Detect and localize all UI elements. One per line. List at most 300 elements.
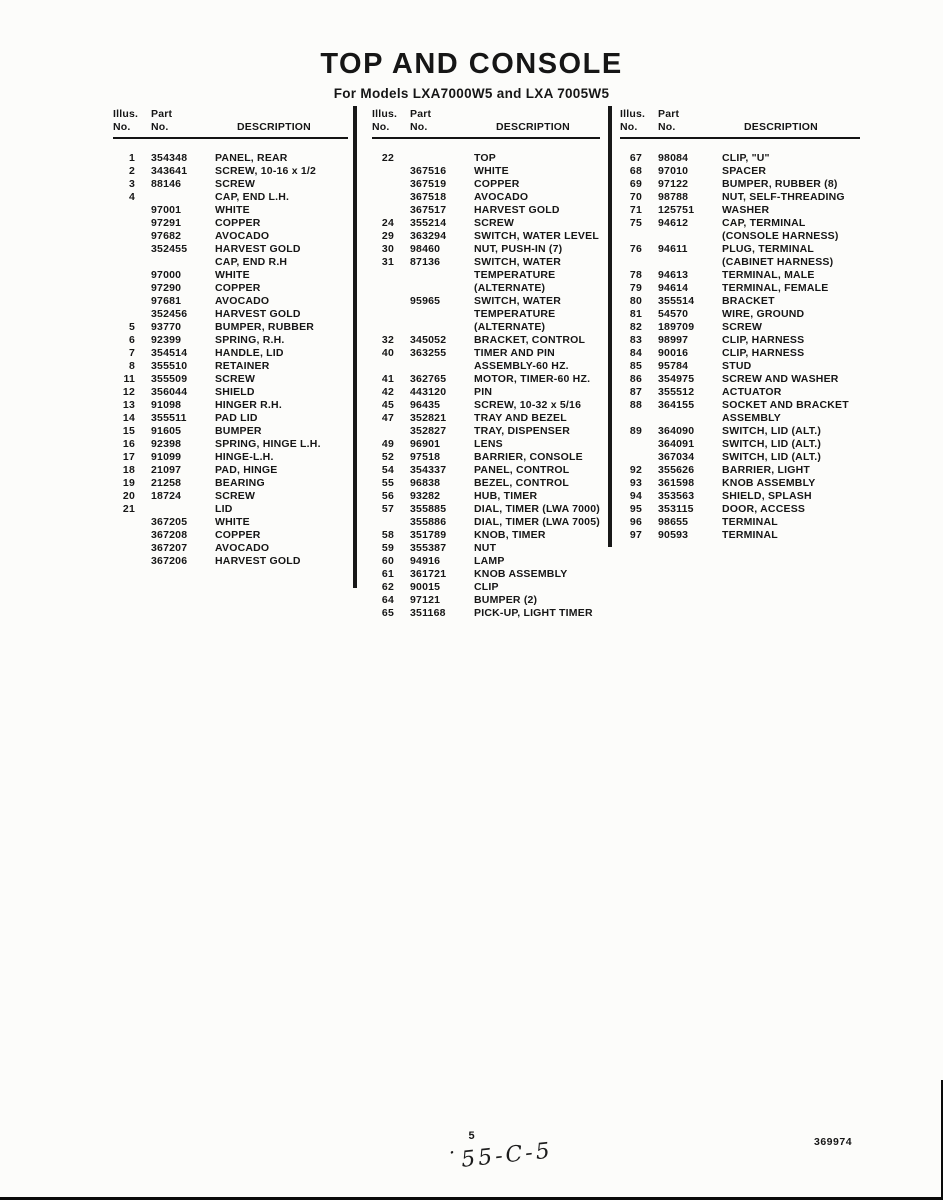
illus-no: 52 xyxy=(381,451,394,463)
part-description: SCREW xyxy=(215,373,256,385)
illus-no xyxy=(372,425,402,438)
illus-no: 54 xyxy=(381,464,394,476)
part-no: 355626 xyxy=(658,464,695,476)
header-no-label: No. xyxy=(372,121,390,133)
part-no: 94613 xyxy=(658,269,689,281)
column-header xyxy=(113,108,348,139)
part-no: 98997 xyxy=(658,334,689,346)
parts-row xyxy=(372,386,600,399)
part-no: 355509 xyxy=(151,373,188,385)
parts-row xyxy=(372,230,600,243)
illus-no: 94 xyxy=(629,490,642,502)
illus-no: 56 xyxy=(381,490,394,502)
part-description: BARRIER, LIGHT xyxy=(722,464,810,476)
part-description: MOTOR, TIMER-60 HZ. xyxy=(474,373,591,385)
part-description: SWITCH, LID (ALT.) xyxy=(722,438,822,450)
part-no: 90016 xyxy=(658,347,689,359)
header-description-label: DESCRIPTION xyxy=(496,121,570,133)
parts-row xyxy=(113,347,348,360)
part-no xyxy=(410,152,466,165)
parts-row xyxy=(113,386,348,399)
illus-no: 15 xyxy=(122,425,135,437)
illus-no xyxy=(113,243,143,256)
parts-row xyxy=(372,412,600,425)
part-description: BUMPER, RUBBER (8) xyxy=(722,178,838,190)
parts-row xyxy=(620,256,860,269)
parts-row xyxy=(372,243,600,256)
page-subtitle: For Models LXA7000W5 and LXA 7005W5 xyxy=(333,86,610,101)
parts-column-2 xyxy=(372,108,600,620)
parts-row xyxy=(372,360,600,373)
part-description: WHITE xyxy=(215,516,250,528)
parts-row xyxy=(372,503,600,516)
illus-no: 60 xyxy=(381,555,394,567)
parts-row xyxy=(620,165,860,178)
illus-no: 68 xyxy=(629,165,642,177)
header-illus-label: Illus. xyxy=(372,108,398,120)
parts-row xyxy=(113,243,348,256)
part-no: 354337 xyxy=(410,464,447,476)
part-no: 363294 xyxy=(410,230,447,242)
part-no: 367517 xyxy=(410,204,447,216)
illus-no: 57 xyxy=(381,503,394,515)
parts-row xyxy=(113,152,348,165)
part-description: BEARING xyxy=(215,477,265,489)
part-description: SWITCH, WATER LEVEL xyxy=(474,230,599,242)
part-no: 91605 xyxy=(151,425,182,437)
part-no: 356044 xyxy=(151,386,188,398)
part-no: 367205 xyxy=(151,516,188,528)
part-description: ASSEMBLY-60 HZ. xyxy=(474,360,569,372)
illus-no: 76 xyxy=(629,243,642,255)
part-description: WASHER xyxy=(722,204,770,216)
part-description: ACTUATOR xyxy=(722,386,782,398)
illus-no: 93 xyxy=(629,477,642,489)
parts-row xyxy=(113,204,348,217)
parts-row xyxy=(372,373,600,386)
parts-row xyxy=(620,347,860,360)
parts-row xyxy=(620,360,860,373)
page-number: 5 xyxy=(468,1130,475,1142)
illus-no: 14 xyxy=(122,412,135,424)
parts-row xyxy=(372,308,600,321)
parts-row xyxy=(372,464,600,477)
part-description: BUMPER (2) xyxy=(474,594,538,606)
illus-no: 16 xyxy=(122,438,135,450)
part-description: SCREW, 10-32 x 5/16 xyxy=(474,399,582,411)
document-number: 369974 xyxy=(814,1136,853,1148)
part-description: TOP xyxy=(474,152,496,164)
part-description: SCREW AND WASHER xyxy=(722,373,839,385)
part-description: SOCKET AND BRACKET xyxy=(722,399,849,411)
parts-row xyxy=(372,256,600,269)
parts-row xyxy=(620,230,860,243)
part-no: 96435 xyxy=(410,399,441,411)
part-no: 355511 xyxy=(151,412,187,424)
parts-row xyxy=(620,464,860,477)
parts-row xyxy=(372,152,600,165)
part-no: 21097 xyxy=(151,464,182,476)
part-description: COPPER xyxy=(474,178,520,190)
part-no: 97518 xyxy=(410,451,441,463)
illus-no xyxy=(372,204,402,217)
part-description: SWITCH, WATER xyxy=(474,295,561,307)
illus-no: 31 xyxy=(381,256,394,268)
parts-row xyxy=(372,607,600,620)
part-no: 361721 xyxy=(410,568,447,580)
parts-row xyxy=(372,555,600,568)
part-description: TRAY AND BEZEL xyxy=(474,412,567,424)
part-no: 355510 xyxy=(151,360,188,372)
part-description: KNOB ASSEMBLY xyxy=(474,568,568,580)
column-divider-left xyxy=(353,106,357,588)
parts-row xyxy=(620,321,860,334)
illus-no: 49 xyxy=(381,438,394,450)
parts-row xyxy=(372,178,600,191)
parts-column-3 xyxy=(620,108,860,542)
illus-no: 11 xyxy=(123,373,135,385)
part-description: RETAINER xyxy=(215,360,270,372)
part-no: 91098 xyxy=(151,399,182,411)
part-description: AVOCADO xyxy=(474,191,529,203)
illus-no: 21 xyxy=(122,503,135,515)
part-no: 361598 xyxy=(658,477,695,489)
illus-no: 87 xyxy=(629,386,642,398)
illus-no: 6 xyxy=(128,334,135,346)
part-no: 353115 xyxy=(658,503,694,515)
part-description: SPRING, HINGE L.H. xyxy=(215,438,321,450)
parts-row xyxy=(113,529,348,542)
part-description: PIN xyxy=(474,386,493,398)
part-description: (ALTERNATE) xyxy=(474,282,546,294)
part-description: PANEL, CONTROL xyxy=(474,464,570,476)
part-description: CAP, TERMINAL xyxy=(722,217,806,229)
part-no: 362765 xyxy=(410,373,447,385)
illus-no xyxy=(113,542,143,555)
part-description: CLIP, "U" xyxy=(722,152,770,164)
parts-row xyxy=(113,230,348,243)
illus-no: 86 xyxy=(629,373,642,385)
parts-row xyxy=(113,256,348,269)
illus-no: 45 xyxy=(381,399,394,411)
parts-row xyxy=(620,204,860,217)
part-no: 92398 xyxy=(151,438,182,450)
illus-no: 83 xyxy=(629,334,642,346)
parts-row xyxy=(372,282,600,295)
illus-no: 30 xyxy=(381,243,394,255)
part-description: LAMP xyxy=(474,555,505,567)
part-no: 97122 xyxy=(658,178,689,190)
illus-no xyxy=(113,516,143,529)
illus-no: 58 xyxy=(381,529,394,541)
illus-no: 8 xyxy=(128,360,135,372)
parts-row xyxy=(372,347,600,360)
part-description: CLIP, HARNESS xyxy=(722,347,805,359)
part-no: 21258 xyxy=(151,477,182,489)
part-no: 367518 xyxy=(410,191,447,203)
part-description: COPPER xyxy=(215,529,261,541)
parts-row xyxy=(113,399,348,412)
parts-rows xyxy=(372,152,600,620)
part-description: BUMPER xyxy=(215,425,262,437)
part-no: 355886 xyxy=(410,516,447,528)
illus-no: 80 xyxy=(629,295,642,307)
illus-no xyxy=(113,204,143,217)
part-no: 97001 xyxy=(151,204,182,216)
parts-row xyxy=(372,490,600,503)
parts-row xyxy=(620,425,860,438)
part-description: BRACKET xyxy=(722,295,775,307)
illus-no: 88 xyxy=(629,399,642,411)
part-no: 125751 xyxy=(658,204,695,216)
parts-row xyxy=(620,516,860,529)
illus-no: 42 xyxy=(381,386,394,398)
parts-row xyxy=(113,490,348,503)
part-no: 351789 xyxy=(410,529,447,541)
part-description: PLUG, TERMINAL xyxy=(722,243,815,255)
part-description: SPRING, R.H. xyxy=(215,334,285,346)
part-no: 364091 xyxy=(658,438,695,450)
parts-row xyxy=(620,178,860,191)
part-description: COPPER xyxy=(215,282,261,294)
part-description: SHIELD, SPLASH xyxy=(722,490,812,502)
part-description: SCREW xyxy=(722,321,763,333)
part-no: 352456 xyxy=(151,308,188,320)
parts-row xyxy=(620,451,860,464)
part-no: 97121 xyxy=(410,594,441,606)
illus-no: 79 xyxy=(629,282,642,294)
part-no: 352827 xyxy=(410,425,447,437)
parts-row xyxy=(113,269,348,282)
part-no: 355512 xyxy=(658,386,695,398)
part-no: 364090 xyxy=(658,425,695,437)
parts-row xyxy=(620,438,860,451)
parts-row xyxy=(113,334,348,347)
part-no xyxy=(658,230,714,243)
part-no: 345052 xyxy=(410,334,447,346)
part-description: PICK-UP, LIGHT TIMER xyxy=(474,607,593,619)
part-description: TERMINAL xyxy=(722,529,778,541)
parts-row xyxy=(372,581,600,594)
part-description: NUT, PUSH-IN (7) xyxy=(474,243,563,255)
part-no: 354348 xyxy=(151,152,188,164)
part-no: 364155 xyxy=(658,399,695,411)
parts-row xyxy=(620,152,860,165)
parts-row xyxy=(113,360,348,373)
part-no: 355514 xyxy=(658,295,695,307)
illus-no: 71 xyxy=(629,204,642,216)
part-description: CLIP, HARNESS xyxy=(722,334,805,346)
parts-row xyxy=(113,373,348,386)
parts-row xyxy=(620,529,860,542)
part-no: 90015 xyxy=(410,581,441,593)
illus-no xyxy=(620,438,650,451)
part-description: HARVEST GOLD xyxy=(215,555,301,567)
illus-no: 5 xyxy=(128,321,135,333)
part-no: 87136 xyxy=(410,256,441,268)
illus-no: 82 xyxy=(629,321,642,333)
illus-no: 12 xyxy=(122,386,135,398)
illus-no xyxy=(113,269,143,282)
parts-row xyxy=(620,477,860,490)
illus-no: 67 xyxy=(629,152,642,164)
parts-row xyxy=(620,373,860,386)
parts-row xyxy=(372,191,600,204)
part-description: TEMPERATURE xyxy=(474,308,556,320)
illus-no xyxy=(372,308,402,321)
part-no xyxy=(151,256,207,269)
illus-no: 89 xyxy=(629,425,642,437)
illus-no: 59 xyxy=(381,542,394,554)
illus-no: 75 xyxy=(629,217,642,229)
illus-no: 20 xyxy=(122,490,135,502)
part-no: 367208 xyxy=(151,529,188,541)
part-description: DOOR, ACCESS xyxy=(722,503,806,515)
illus-no xyxy=(113,555,143,568)
part-no xyxy=(410,308,466,321)
part-no: 97290 xyxy=(151,282,182,294)
parts-row xyxy=(113,425,348,438)
parts-row xyxy=(620,282,860,295)
part-no: 98084 xyxy=(658,152,689,164)
illus-no xyxy=(372,295,402,308)
parts-row xyxy=(113,451,348,464)
illus-no: 47 xyxy=(381,412,394,424)
part-no: 353563 xyxy=(658,490,695,502)
part-no: 367207 xyxy=(151,542,188,554)
part-description: LID xyxy=(215,503,233,515)
parts-row xyxy=(372,399,600,412)
illus-no: 95 xyxy=(629,503,642,515)
illus-no: 19 xyxy=(122,477,135,489)
part-no: 98655 xyxy=(658,516,689,528)
page-title: TOP AND CONSOLE xyxy=(320,48,623,80)
parts-row xyxy=(620,217,860,230)
part-no: 355885 xyxy=(410,503,447,515)
part-description: (CABINET HARNESS) xyxy=(722,256,834,268)
parts-row xyxy=(372,438,600,451)
parts-row xyxy=(620,243,860,256)
part-description: WHITE xyxy=(215,204,250,216)
part-description: ASSEMBLY xyxy=(722,412,781,424)
illus-no: 84 xyxy=(629,347,642,359)
part-no: 94612 xyxy=(658,217,689,229)
header-no-label: No. xyxy=(113,121,131,133)
part-description: DIAL, TIMER (LWA 7000) xyxy=(474,503,600,515)
part-description: SCREW xyxy=(215,490,256,502)
parts-row xyxy=(113,412,348,425)
parts-row xyxy=(372,425,600,438)
illus-no: 85 xyxy=(629,360,642,372)
illus-no: 32 xyxy=(381,334,394,346)
parts-row xyxy=(372,594,600,607)
part-description: HANDLE, LID xyxy=(215,347,284,359)
illus-no: 4 xyxy=(128,191,135,203)
part-no: 189709 xyxy=(658,321,695,333)
parts-row xyxy=(620,308,860,321)
illus-no xyxy=(372,191,402,204)
part-no: 97682 xyxy=(151,230,182,242)
parts-row xyxy=(372,321,600,334)
part-description: STUD xyxy=(722,360,752,372)
header-illus-label: Illus. xyxy=(113,108,139,120)
illus-no: 40 xyxy=(381,347,394,359)
illus-no xyxy=(372,516,402,529)
parts-row xyxy=(620,399,860,412)
part-description: PANEL, REAR xyxy=(215,152,288,164)
part-no: 98788 xyxy=(658,191,689,203)
part-no: 91099 xyxy=(151,451,182,463)
parts-row xyxy=(113,477,348,490)
part-no: 367206 xyxy=(151,555,188,567)
header-description-label: DESCRIPTION xyxy=(744,121,818,133)
part-no: 95965 xyxy=(410,295,441,307)
handwritten-mark: ˙ 55-C-5 xyxy=(413,1135,585,1178)
illus-no xyxy=(620,256,650,269)
illus-no: 18 xyxy=(122,464,135,476)
parts-row xyxy=(372,204,600,217)
part-no: 93282 xyxy=(410,490,441,502)
header-part-label: Part xyxy=(151,108,173,120)
part-description: SCREW xyxy=(474,217,515,229)
part-no xyxy=(410,360,466,373)
illus-no: 29 xyxy=(381,230,394,242)
part-description: SWITCH, LID (ALT.) xyxy=(722,425,822,437)
part-no xyxy=(410,282,466,295)
parts-row xyxy=(620,295,860,308)
illus-no xyxy=(372,282,402,295)
part-description: AVOCADO xyxy=(215,542,270,554)
header-no-label: No. xyxy=(151,121,169,133)
parts-row xyxy=(113,464,348,477)
illus-no: 78 xyxy=(629,269,642,281)
illus-no: 22 xyxy=(381,152,394,164)
header-part-label: Part xyxy=(410,108,432,120)
parts-row xyxy=(620,503,860,516)
part-description: TERMINAL xyxy=(722,516,778,528)
part-description: PAD, HINGE xyxy=(215,464,278,476)
parts-row xyxy=(113,191,348,204)
parts-column-1 xyxy=(113,108,348,568)
part-description: WHITE xyxy=(215,269,250,281)
part-description: NUT, SELF-THREADING xyxy=(722,191,845,203)
parts-row xyxy=(113,516,348,529)
part-no: 354975 xyxy=(658,373,695,385)
parts-row xyxy=(372,516,600,529)
part-no: 97010 xyxy=(658,165,689,177)
header-illus-label: Illus. xyxy=(620,108,646,120)
part-description: TEMPERATURE xyxy=(474,269,556,281)
parts-row xyxy=(113,165,348,178)
part-description: TIMER AND PIN xyxy=(474,347,555,359)
part-description: KNOB, TIMER xyxy=(474,529,546,541)
part-no: 90593 xyxy=(658,529,689,541)
part-no: 96838 xyxy=(410,477,441,489)
parts-row xyxy=(620,334,860,347)
illus-no xyxy=(372,360,402,373)
part-no: 97291 xyxy=(151,217,182,229)
part-no: 94916 xyxy=(410,555,441,567)
part-description: PAD LID xyxy=(215,412,258,424)
parts-row xyxy=(372,568,600,581)
header-no-label: No. xyxy=(658,121,676,133)
parts-rows xyxy=(113,152,348,568)
parts-row xyxy=(113,217,348,230)
part-description: AVOCADO xyxy=(215,230,270,242)
part-description: LENS xyxy=(474,438,503,450)
part-description: HINGER R.H. xyxy=(215,399,282,411)
header-part-label: Part xyxy=(658,108,680,120)
